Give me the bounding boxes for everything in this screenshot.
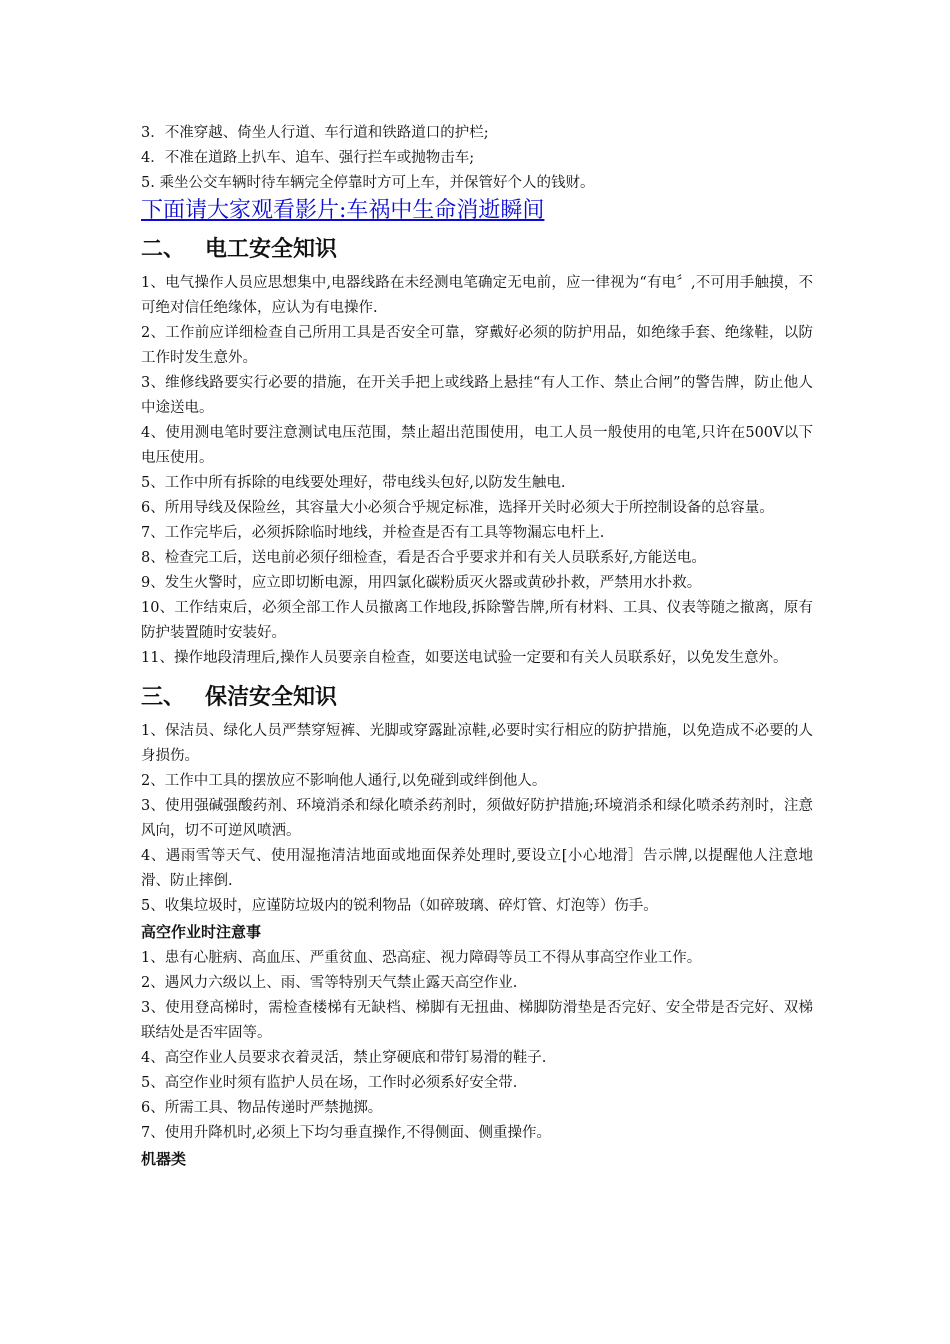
section-heading-cleaning bbox=[141, 677, 813, 719]
section-heading-electric bbox=[141, 229, 813, 271]
electric-item: 9、发生火警时，应立即切断电源，用四氯化碳粉质灭火器或黄砂扑救，严禁用水扑救。 bbox=[141, 575, 702, 591]
height-item: 2、遇风力六级以上、雨、雪等特别天气禁止露天高空作业. bbox=[141, 975, 518, 991]
section-number: 三、 bbox=[141, 685, 186, 710]
height-item: 6、所需工具、物品传递时严禁抛掷。 bbox=[141, 1100, 383, 1116]
cleaning-item: 3、使用强碱强酸药剂、环境消杀和绿化喷杀药剂时，须做好防护措施;环境消杀和绿化喷杀药剂时，注意风向，切不可逆风喷洒。 bbox=[141, 798, 813, 839]
height-item: 3、使用登高梯时，需检查楼梯有无缺档、梯脚有无扭曲、梯脚防滑垫是否完好、安全带是否完好、双梯联结处是否牢固等。 bbox=[141, 1000, 813, 1041]
video-link[interactable]: 下面请大家观看影片:车祸中生命消逝瞬间 bbox=[141, 198, 545, 223]
cleaning-item: 5、收集垃圾时，应谨防垃圾内的锐利物品（如碎玻璃、碎灯管、灯泡等）伤手。 bbox=[141, 898, 658, 914]
electric-item: 5、工作中所有拆除的电线要处理好，带电线头包好,以防发生触电. bbox=[141, 475, 566, 491]
cleaning-item: 1、保洁员、绿化人员严禁穿短裤、光脚或穿露趾凉鞋,必要时实行相应的防护措施，以免造成不必要的人身损伤。 bbox=[141, 723, 813, 764]
electric-item: 2、工作前应详细检查自己所用工具是否安全可靠，穿戴好必须的防护用品，如绝缘手套、绝缘鞋，以防工作时发生意外。 bbox=[141, 325, 813, 366]
electric-item: 6、所用导线及保险丝，其容量大小必须合乎规定标准，选择开关时必须大于所控制设备的总容量。 bbox=[141, 500, 774, 516]
subheading-height-work: 高空作业时注意事 bbox=[141, 923, 262, 941]
section-title: 保洁安全知识 bbox=[205, 685, 338, 710]
electric-item: 4、使用测电笔时要注意测试电压范围，禁止超出范围使用，电工人员一般使用的电笔,只许在500V以下电压使用。 bbox=[141, 425, 813, 466]
cleaning-item: 4、遇雨雪等天气、使用湿拖清洁地面或地面保养处理时,要设立[小心地滑］告示牌,以提醒他人注意地滑、防止摔倒. bbox=[141, 848, 813, 889]
traffic-item-4: 4．不准在道路上扒车、追车、强行拦车或抛物击车; bbox=[141, 150, 475, 166]
section-title: 电工安全知识 bbox=[205, 237, 338, 262]
cleaning-item: 2、工作中工具的摆放应不影响他人通行,以免碰到或绊倒他人。 bbox=[141, 773, 547, 789]
electric-item: 10、工作结束后，必须全部工作人员撤离工作地段,拆除警告牌,所有材料、工具、仪表等随之撤离，原有防护装置随时安装好。 bbox=[141, 600, 813, 641]
electric-item: 7、工作完毕后，必须拆除临时地线，并检查是否有工具等物漏忘电杆上. bbox=[141, 525, 605, 541]
electric-item: 3、维修线路要实行必要的措施，在开关手把上或线路上悬挂“有人工作、禁止合闸”的警告牌，防止他人中途送电。 bbox=[141, 375, 813, 416]
document-page bbox=[141, 121, 813, 1173]
electric-item: 11、操作地段清理后,操作人员要亲自检查，如要送电试验一定要和有关人员联系好，以免发生意外。 bbox=[141, 650, 788, 666]
traffic-item-3: 3．不准穿越、倚坐人行道、车行道和铁路道口的护栏; bbox=[141, 125, 489, 141]
height-item: 7、使用升降机时,必须上下均匀垂直操作,不得侧面、侧重操作。 bbox=[141, 1125, 551, 1141]
height-item: 1、患有心脏病、高血压、严重贫血、恐高症、视力障碍等员工不得从事高空作业工作。 bbox=[141, 950, 702, 966]
height-item: 4、高空作业人员要求衣着灵活，禁止穿硬底和带钉易滑的鞋子. bbox=[141, 1050, 547, 1066]
electric-item: 1、电气操作人员应思想集中,电器线路在未经测电笔确定无电前，应一律视为“有电〞,不可用手触摸，不可绝对信任绝缘体，应认为有电操作. bbox=[141, 275, 813, 316]
electric-item: 8、检查完工后，送电前必须仔细检查，看是否合乎要求并和有关人员联系好,方能送电。 bbox=[141, 550, 706, 566]
height-item: 5、高空作业时须有监护人员在场，工作时必须系好安全带. bbox=[141, 1075, 518, 1091]
traffic-item-5: 5. 乘坐公交车辆时待车辆完全停靠时方可上车，并保管好个人的钱财。 bbox=[141, 175, 595, 191]
subheading-machines: 机器类 bbox=[141, 1150, 187, 1168]
section-number: 二、 bbox=[141, 237, 186, 262]
